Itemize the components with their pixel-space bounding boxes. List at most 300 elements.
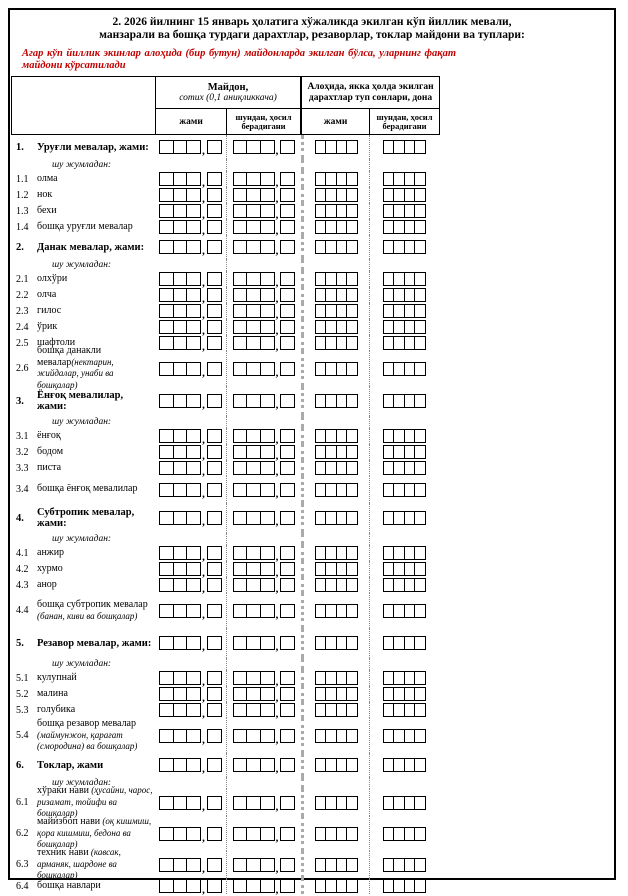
digit-box-run bbox=[207, 604, 222, 618]
digit-box[interactable] bbox=[280, 729, 295, 743]
row-number: 6.1 bbox=[16, 797, 29, 808]
row-label: техник нави (кавсак, арманяк, шардоне ва бошқалар) bbox=[37, 847, 121, 881]
digit-box[interactable] bbox=[346, 511, 358, 525]
area-yielding-cell bbox=[226, 319, 301, 335]
digit-box[interactable] bbox=[280, 578, 295, 592]
area-yielding-cell bbox=[226, 577, 301, 593]
digit-box[interactable] bbox=[280, 394, 295, 408]
digit-box[interactable] bbox=[260, 729, 275, 743]
digit-box[interactable] bbox=[280, 320, 295, 334]
digit-box[interactable] bbox=[414, 578, 426, 592]
digit-box[interactable] bbox=[414, 636, 426, 650]
digit-box[interactable] bbox=[414, 758, 426, 772]
digit-box[interactable] bbox=[186, 687, 201, 701]
count-digit-boxes bbox=[315, 758, 359, 772]
area-digit-boxes bbox=[159, 172, 222, 189]
digit-box[interactable] bbox=[346, 703, 358, 717]
row-label-zone bbox=[11, 816, 155, 851]
digit-box[interactable] bbox=[260, 703, 275, 717]
digit-box[interactable] bbox=[346, 362, 358, 376]
digit-box[interactable] bbox=[260, 445, 275, 459]
count-yielding-cell bbox=[369, 271, 439, 287]
count-digit-boxes bbox=[383, 758, 427, 772]
digit-box[interactable] bbox=[260, 604, 275, 618]
decimal-separator: , bbox=[202, 831, 205, 844]
decimal-separator: , bbox=[202, 193, 205, 205]
digit-box[interactable] bbox=[260, 140, 275, 154]
digit-box[interactable] bbox=[207, 687, 222, 701]
table-row bbox=[11, 816, 440, 851]
digit-box-run bbox=[315, 429, 359, 443]
digit-box[interactable] bbox=[280, 429, 295, 443]
digit-box[interactable] bbox=[414, 304, 426, 318]
count-total-cell bbox=[301, 287, 369, 303]
area-yielding-cell bbox=[226, 416, 301, 428]
digit-box[interactable] bbox=[414, 562, 426, 576]
digit-box[interactable] bbox=[207, 394, 222, 408]
digit-box[interactable] bbox=[280, 288, 295, 302]
digit-box-run bbox=[207, 140, 222, 154]
digit-box[interactable] bbox=[207, 511, 222, 525]
digit-box[interactable] bbox=[346, 429, 358, 443]
row-number: 2.3 bbox=[16, 305, 29, 317]
digit-box[interactable] bbox=[260, 546, 275, 560]
digit-box-run bbox=[207, 729, 222, 743]
row-number: 3.3 bbox=[16, 462, 29, 474]
digit-box[interactable] bbox=[280, 562, 295, 576]
digit-box[interactable] bbox=[207, 879, 222, 893]
table-row bbox=[11, 785, 440, 819]
row-label-italic: (ҳусайни, чарос, ризамат, тойифи ва бошқалар) bbox=[37, 785, 153, 819]
digit-box[interactable] bbox=[280, 636, 295, 650]
row-label-zone bbox=[11, 460, 155, 476]
digit-box[interactable] bbox=[346, 188, 358, 202]
table-row bbox=[11, 287, 440, 303]
digit-box[interactable] bbox=[346, 320, 358, 334]
digit-box[interactable] bbox=[207, 546, 222, 560]
digit-box[interactable] bbox=[186, 604, 201, 618]
row-number: 4.3 bbox=[16, 579, 29, 591]
digit-box[interactable] bbox=[260, 304, 275, 318]
digit-box[interactable] bbox=[280, 511, 295, 525]
digit-box[interactable] bbox=[346, 288, 358, 302]
digit-box[interactable] bbox=[207, 483, 222, 497]
digit-box[interactable] bbox=[207, 220, 222, 234]
digit-box[interactable] bbox=[346, 636, 358, 650]
digit-box[interactable] bbox=[346, 671, 358, 685]
count-total-cell bbox=[301, 789, 369, 816]
area-digit-boxes bbox=[233, 304, 296, 321]
digit-box[interactable] bbox=[260, 758, 275, 772]
digit-box[interactable] bbox=[346, 140, 358, 154]
count-digit-boxes bbox=[315, 546, 359, 560]
digit-box-run bbox=[315, 687, 359, 701]
digit-box[interactable] bbox=[260, 827, 275, 841]
digit-box[interactable] bbox=[207, 758, 222, 772]
table-row bbox=[11, 187, 440, 203]
digit-box[interactable] bbox=[207, 671, 222, 685]
row-label-zone bbox=[11, 753, 155, 777]
digit-box[interactable] bbox=[207, 729, 222, 743]
row-label: Резавор мевалар, жами: bbox=[37, 637, 152, 649]
count-digit-boxes bbox=[383, 304, 427, 318]
digit-box[interactable] bbox=[207, 578, 222, 592]
digit-box-run bbox=[280, 562, 295, 576]
digit-box-run bbox=[233, 445, 275, 459]
digit-box[interactable] bbox=[346, 687, 358, 701]
digit-box-run bbox=[233, 320, 275, 334]
decimal-separator: , bbox=[202, 692, 205, 704]
header-col-count-total: жами bbox=[302, 109, 370, 134]
digit-box[interactable] bbox=[260, 362, 275, 376]
digit-box[interactable] bbox=[207, 636, 222, 650]
digit-box[interactable] bbox=[414, 320, 426, 334]
area-digit-boxes bbox=[159, 827, 222, 844]
row-number: 2.4 bbox=[16, 321, 29, 333]
digit-box[interactable] bbox=[280, 703, 295, 717]
digit-box[interactable] bbox=[186, 858, 201, 872]
digit-box[interactable] bbox=[280, 362, 295, 376]
area-yielding-cell bbox=[226, 259, 301, 271]
digit-box-run bbox=[207, 362, 222, 376]
digit-box-run bbox=[233, 461, 275, 475]
digit-box[interactable] bbox=[186, 220, 201, 234]
digit-box[interactable] bbox=[260, 204, 275, 218]
digit-box[interactable] bbox=[414, 511, 426, 525]
row-label-zone bbox=[11, 533, 155, 545]
digit-box[interactable] bbox=[414, 172, 426, 186]
digit-box[interactable] bbox=[414, 188, 426, 202]
digit-box[interactable] bbox=[280, 240, 295, 254]
area-digit-boxes bbox=[233, 729, 296, 746]
digit-box[interactable] bbox=[414, 671, 426, 685]
row-label: бошқа субтропик мевалар (банан, киви ва бошқалар) bbox=[37, 599, 148, 621]
digit-box[interactable] bbox=[414, 220, 426, 234]
digit-box[interactable] bbox=[346, 546, 358, 560]
area-total-cell bbox=[155, 878, 226, 894]
digit-box[interactable] bbox=[414, 272, 426, 286]
digit-box[interactable] bbox=[280, 687, 295, 701]
digit-box[interactable] bbox=[260, 240, 275, 254]
digit-box[interactable] bbox=[414, 827, 426, 841]
digit-box-run bbox=[207, 394, 222, 408]
digit-box[interactable] bbox=[414, 288, 426, 302]
digit-box[interactable] bbox=[346, 796, 358, 810]
digit-box[interactable] bbox=[414, 445, 426, 459]
digit-box[interactable] bbox=[207, 461, 222, 475]
digit-box[interactable] bbox=[207, 562, 222, 576]
area-total-cell bbox=[155, 235, 226, 259]
digit-box[interactable] bbox=[346, 240, 358, 254]
count-yielding-cell bbox=[369, 789, 439, 816]
digit-box[interactable] bbox=[280, 461, 295, 475]
digit-box-run bbox=[207, 879, 222, 893]
digit-box[interactable] bbox=[280, 272, 295, 286]
digit-box-run bbox=[315, 758, 359, 772]
count-total-cell bbox=[301, 386, 369, 416]
subnote-label: шу жумладан: bbox=[52, 260, 112, 270]
row-label-zone bbox=[11, 386, 155, 416]
digit-box[interactable] bbox=[414, 483, 426, 497]
digit-box[interactable] bbox=[207, 604, 222, 618]
count-total-cell bbox=[301, 851, 369, 878]
digit-box-run bbox=[233, 394, 275, 408]
digit-box[interactable] bbox=[186, 172, 201, 186]
digit-box[interactable] bbox=[207, 858, 222, 872]
decimal-separator: , bbox=[275, 366, 279, 379]
digit-box[interactable] bbox=[346, 578, 358, 592]
digit-box[interactable] bbox=[260, 288, 275, 302]
digit-box[interactable] bbox=[207, 204, 222, 218]
digit-box[interactable] bbox=[207, 336, 222, 350]
digit-box[interactable] bbox=[280, 483, 295, 497]
digit-box[interactable] bbox=[346, 304, 358, 318]
area-total-cell bbox=[155, 171, 226, 187]
digit-box[interactable] bbox=[414, 879, 426, 893]
digit-box[interactable] bbox=[280, 858, 295, 872]
digit-box[interactable] bbox=[260, 188, 275, 202]
digit-box[interactable] bbox=[186, 188, 201, 202]
area-total-cell bbox=[155, 545, 226, 561]
digit-box[interactable] bbox=[186, 461, 201, 475]
digit-box[interactable] bbox=[260, 172, 275, 186]
row-label-zone bbox=[11, 476, 155, 503]
decimal-separator: , bbox=[202, 862, 205, 875]
digit-box[interactable] bbox=[260, 511, 275, 525]
digit-box[interactable] bbox=[186, 304, 201, 318]
digit-box[interactable] bbox=[414, 394, 426, 408]
digit-box[interactable] bbox=[414, 240, 426, 254]
count-total-cell bbox=[301, 593, 369, 628]
digit-box[interactable] bbox=[346, 827, 358, 841]
digit-box[interactable] bbox=[186, 511, 201, 525]
digit-box[interactable] bbox=[280, 879, 295, 893]
digit-box-run bbox=[315, 604, 359, 618]
digit-box[interactable] bbox=[280, 304, 295, 318]
digit-box[interactable] bbox=[260, 671, 275, 685]
digit-box[interactable] bbox=[186, 758, 201, 772]
count-yielding-cell bbox=[369, 628, 439, 658]
digit-box[interactable] bbox=[207, 320, 222, 334]
digit-box[interactable] bbox=[414, 796, 426, 810]
digit-box[interactable] bbox=[186, 562, 201, 576]
digit-box[interactable] bbox=[346, 758, 358, 772]
digit-box[interactable] bbox=[346, 483, 358, 497]
header-area-subtitle: сотих (0,1 аниқликкача) bbox=[179, 93, 277, 103]
digit-box[interactable] bbox=[260, 578, 275, 592]
digit-box[interactable] bbox=[186, 703, 201, 717]
decimal-separator: , bbox=[202, 763, 205, 775]
digit-box[interactable] bbox=[260, 429, 275, 443]
area-yielding-cell bbox=[226, 533, 301, 545]
digit-box[interactable] bbox=[414, 546, 426, 560]
digit-box[interactable] bbox=[260, 687, 275, 701]
digit-box[interactable] bbox=[186, 445, 201, 459]
digit-box[interactable] bbox=[207, 288, 222, 302]
digit-box[interactable] bbox=[280, 604, 295, 618]
digit-box[interactable] bbox=[280, 336, 295, 350]
digit-box[interactable] bbox=[346, 445, 358, 459]
digit-box[interactable] bbox=[414, 604, 426, 618]
row-label-zone bbox=[11, 271, 155, 287]
digit-box-run bbox=[280, 796, 295, 810]
digit-box[interactable] bbox=[186, 336, 201, 350]
digit-box[interactable] bbox=[346, 858, 358, 872]
digit-box[interactable] bbox=[280, 758, 295, 772]
digit-box[interactable] bbox=[207, 304, 222, 318]
digit-box[interactable] bbox=[260, 336, 275, 350]
count-digit-boxes bbox=[315, 729, 359, 743]
decimal-separator: , bbox=[275, 209, 279, 221]
digit-box[interactable] bbox=[280, 220, 295, 234]
count-yielding-cell bbox=[369, 287, 439, 303]
digit-box[interactable] bbox=[280, 188, 295, 202]
digit-box[interactable] bbox=[346, 879, 358, 893]
digit-box[interactable] bbox=[207, 172, 222, 186]
digit-box[interactable] bbox=[207, 272, 222, 286]
digit-box[interactable] bbox=[280, 172, 295, 186]
digit-box[interactable] bbox=[207, 240, 222, 254]
digit-box[interactable] bbox=[260, 220, 275, 234]
digit-box-run bbox=[159, 578, 201, 592]
digit-box[interactable] bbox=[186, 546, 201, 560]
digit-box[interactable] bbox=[280, 204, 295, 218]
decimal-separator: , bbox=[202, 293, 205, 305]
digit-box[interactable] bbox=[260, 272, 275, 286]
digit-box[interactable] bbox=[346, 336, 358, 350]
row-number: 4.4 bbox=[16, 605, 29, 616]
area-digit-boxes bbox=[159, 362, 222, 379]
digit-box[interactable] bbox=[207, 188, 222, 202]
digit-box[interactable] bbox=[414, 362, 426, 376]
digit-box[interactable] bbox=[260, 636, 275, 650]
digit-box[interactable] bbox=[260, 858, 275, 872]
digit-box[interactable] bbox=[260, 483, 275, 497]
digit-box[interactable] bbox=[207, 827, 222, 841]
area-digit-boxes bbox=[159, 858, 222, 875]
digit-box[interactable] bbox=[186, 320, 201, 334]
digit-box[interactable] bbox=[280, 140, 295, 154]
digit-box[interactable] bbox=[186, 140, 201, 154]
digit-box[interactable] bbox=[186, 240, 201, 254]
digit-box[interactable] bbox=[186, 394, 201, 408]
digit-box[interactable] bbox=[186, 636, 201, 650]
digit-box[interactable] bbox=[346, 604, 358, 618]
digit-box[interactable] bbox=[260, 879, 275, 893]
decimal-separator: , bbox=[275, 800, 279, 813]
area-total-cell bbox=[155, 259, 226, 271]
area-total-cell bbox=[155, 561, 226, 577]
row-number: 3. bbox=[16, 395, 24, 407]
digit-box[interactable] bbox=[346, 272, 358, 286]
digit-box[interactable] bbox=[186, 879, 201, 893]
digit-box[interactable] bbox=[207, 445, 222, 459]
digit-box[interactable] bbox=[186, 204, 201, 218]
digit-box[interactable] bbox=[414, 687, 426, 701]
area-digit-boxes bbox=[159, 483, 222, 500]
digit-box[interactable] bbox=[414, 858, 426, 872]
table-row bbox=[11, 577, 440, 593]
digit-box[interactable] bbox=[260, 320, 275, 334]
digit-box[interactable] bbox=[186, 288, 201, 302]
digit-box-run bbox=[159, 758, 201, 772]
digit-box[interactable] bbox=[414, 336, 426, 350]
digit-box[interactable] bbox=[346, 562, 358, 576]
digit-box[interactable] bbox=[414, 729, 426, 743]
digit-box[interactable] bbox=[260, 562, 275, 576]
digit-box[interactable] bbox=[346, 172, 358, 186]
digit-box[interactable] bbox=[186, 429, 201, 443]
digit-box[interactable] bbox=[186, 578, 201, 592]
digit-box[interactable] bbox=[186, 483, 201, 497]
digit-box[interactable] bbox=[260, 796, 275, 810]
digit-box[interactable] bbox=[280, 546, 295, 560]
row-label-zone bbox=[11, 235, 155, 259]
digit-box-run bbox=[315, 578, 359, 592]
digit-box-run bbox=[207, 671, 222, 685]
table-row bbox=[11, 503, 440, 533]
area-digit-boxes bbox=[159, 604, 222, 621]
digit-box[interactable] bbox=[414, 140, 426, 154]
digit-box[interactable] bbox=[207, 140, 222, 154]
digit-box[interactable] bbox=[260, 461, 275, 475]
count-digit-boxes bbox=[383, 858, 427, 872]
digit-box-run bbox=[233, 483, 275, 497]
digit-box[interactable] bbox=[414, 461, 426, 475]
digit-box-run bbox=[159, 729, 201, 743]
area-digit-boxes bbox=[233, 140, 296, 157]
area-digit-boxes bbox=[159, 879, 222, 896]
area-yielding-cell bbox=[226, 444, 301, 460]
digit-box[interactable] bbox=[346, 204, 358, 218]
digit-box[interactable] bbox=[346, 461, 358, 475]
digit-box[interactable] bbox=[280, 671, 295, 685]
row-number: 6.3 bbox=[16, 859, 29, 870]
area-digit-boxes bbox=[159, 394, 222, 411]
digit-box[interactable] bbox=[280, 445, 295, 459]
digit-box-run bbox=[383, 636, 427, 650]
count-yielding-cell bbox=[369, 533, 439, 545]
digit-box[interactable] bbox=[346, 220, 358, 234]
digit-box[interactable] bbox=[186, 729, 201, 743]
area-digit-boxes bbox=[233, 429, 296, 446]
digit-box[interactable] bbox=[280, 796, 295, 810]
digit-box[interactable] bbox=[207, 429, 222, 443]
digit-box[interactable] bbox=[260, 394, 275, 408]
digit-box[interactable] bbox=[186, 796, 201, 810]
digit-box[interactable] bbox=[207, 362, 222, 376]
header-col-area-yielding: шундан, ҳосил берадигани bbox=[227, 109, 302, 134]
count-digit-boxes bbox=[383, 879, 427, 893]
digit-box[interactable] bbox=[346, 729, 358, 743]
row-label-italic: (нектарин, жийдалар, унаби ва бошқалар) bbox=[37, 356, 114, 390]
digit-box-run bbox=[315, 240, 359, 254]
digit-box[interactable] bbox=[186, 827, 201, 841]
digit-box[interactable] bbox=[414, 429, 426, 443]
digit-box[interactable] bbox=[186, 272, 201, 286]
digit-box[interactable] bbox=[414, 204, 426, 218]
digit-box-run bbox=[315, 636, 359, 650]
digit-box[interactable] bbox=[186, 362, 201, 376]
digit-box[interactable] bbox=[346, 394, 358, 408]
digit-box[interactable] bbox=[280, 827, 295, 841]
digit-box[interactable] bbox=[207, 796, 222, 810]
digit-box-run bbox=[207, 858, 222, 872]
digit-box[interactable] bbox=[414, 703, 426, 717]
digit-box[interactable] bbox=[186, 671, 201, 685]
digit-box[interactable] bbox=[207, 703, 222, 717]
digit-box-run bbox=[383, 336, 427, 350]
